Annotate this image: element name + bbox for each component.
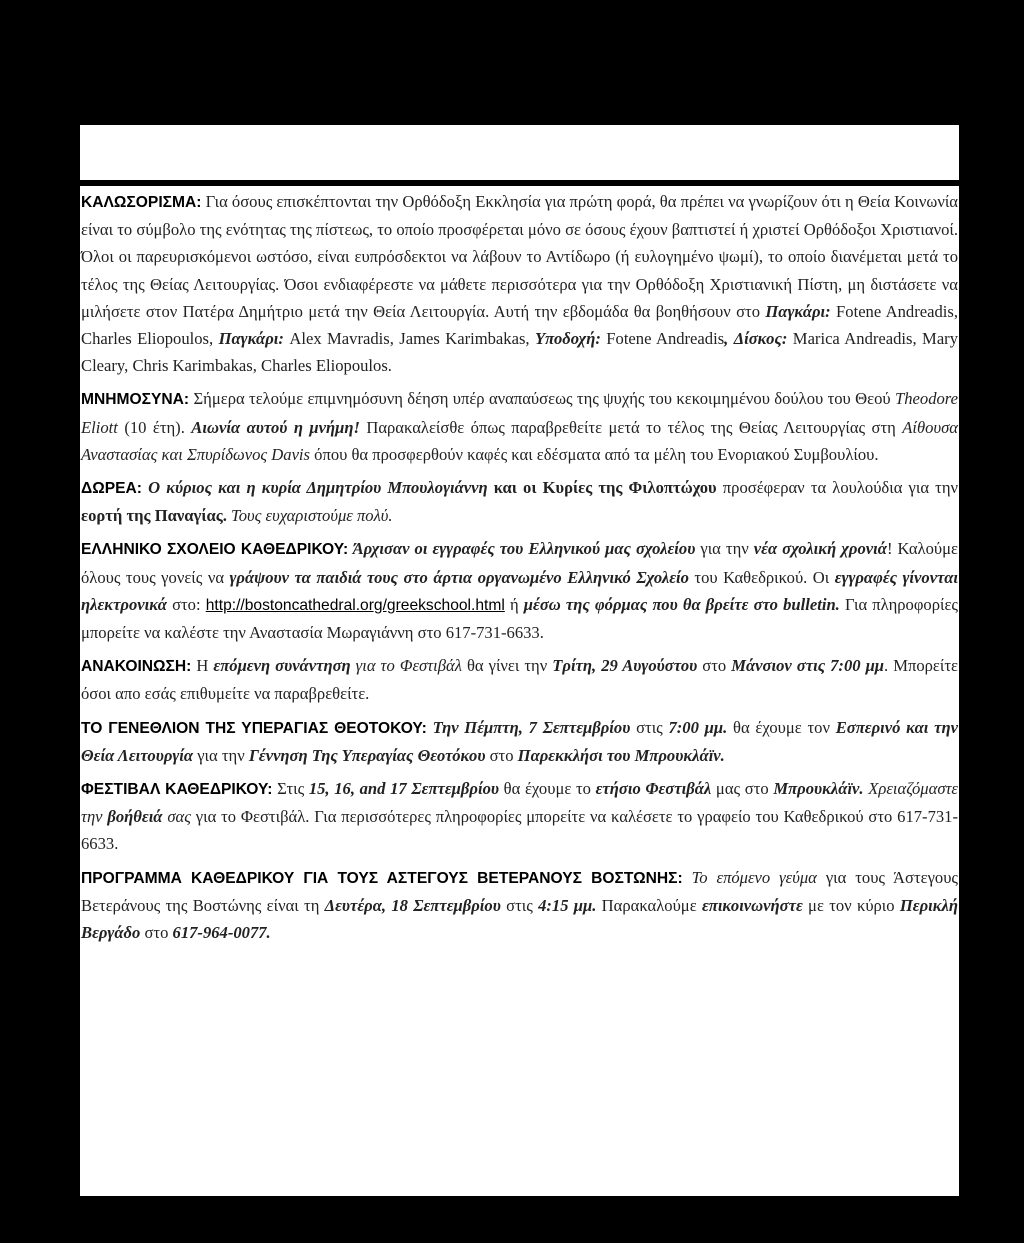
greek-school-section: ΕΛΛΗΝΙΚΟ ΣΧΟΛΕΙΟ ΚΑΘΕΔΡΙΚΟΥ: Άρχισαν οι εγγραφές του Ελληνικού μας σχολείου για την νέα σχολική χρονιά! Καλούμε όλους τους γονείς να γράψουν τα παιδιά τους στο άρτια οργανωμένο Ελληνικό Σχολείο του Καθεδρικού. Οι εγγραφές γίνονται ηλεκτρονικά στο: http://bostoncathedral.org/greekschool.html ή μέσω της φόρμας που θα βρείτε στο bulletin. Για πληροφορίες μπορείτε να καλέστε την Αναστασία Μωραγιάννη στο 617-731-6633. [81,539,958,643]
veterans-section: ΠΡΟΓΡΑΜΜΑ ΚΑΘΕΔΡΙΚΟΥ ΓΙΑ ΤΟΥΣ ΑΣΤΕΓΟΥΣ ΒΕΤΕΡΑΝΟΥΣ ΒΟΣΤΩΝΗΣ: Το επόμενο γεύμα για τους Άστεγους Βετεράνους της Βοστώνης είναι τη Δευτέρα, 18 Σεπτεμβρίου στις 4:15 μμ. Παρακαλούμε επικοινωνήστε με τον κύριο Περικλή Βεργάδο στο 617-964-0077. [81,867,958,943]
festival-section: ΦΕΣΤΙΒΑΛ ΚΑΘΕΔΡΙΚΟΥ: Στις 15, 16, and 17 Σεπτεμβρίου θα έχουμε το ετήσιο Φεστιβάλ μας στο Μπρουκλάϊν. Χρειαζόμαστε την βοήθειά σας για το Φεστιβάλ. Για περισσότερες πληροφορίες μπορείτε να καλέσετε το γραφείο του Καθεδρικού στο 617-731-6633. [81,779,958,854]
announcement-heading: ΑΝΑΚΟΙΝΩΣΗ: [81,658,192,676]
veterans-heading: ΠΡΟΓΡΑΜΜΑ ΚΑΘΕΔΡΙΚΟΥ ΓΙΑ ΤΟΥΣ ΑΣΤΕΓΟΥΣ ΒΕΤΕΡΑΝΟΥΣ ΒΟΣΤΩΝΗΣ: [81,869,683,887]
donation-heading: ΔΩΡΕΑ: [81,480,142,498]
welcome-heading: ΚΑΛΩΣΟΡΙΣΜΑ: [81,194,202,211]
welcome-section: ΚΑΛΩΣΟΡΙΣΜΑ: Για όσους επισκέπτονται την Ορθόδοξη Εκκλησία για πρώτη φορά, θα πρέπει να γνωρίζουν ότι η Θεία Κοινωνία είναι το σύμβολο της ενότητας της πίστεως, το οποίο προσφέρεται μόνο σε όσους έχουν βαπτιστεί ή χριστεί Ορθόδοξοι Χριστιανοί. Όλοι οι παρευρισκόμενοι ωστόσο, είναι ευπρόσδεκτοι να λάβουν το Αντίδωρο (ή ευλογημένο ψωμί), το οποίο διανέμεται μετά το τέλος της Θείας Λειτουργίας. Όσοι ενδιαφέρεστε να μάθετε περισσότερα για την Ορθόδοξη Χριστιανική Πίστη, μη διστάσετε να μιλήσετε στον Πατέρα Δημήτριο μετά την Θεία Λειτουργία. Αυτή την εβδομάδα θα βοηθήσουν στο Παγκάρι: Fotene Andreadis, Charles Eliopoulos, Παγκάρι: Alex Mavradis, James Karimbakas, Υποδοχή: Fotene Andreadis, Δίσκος: Marica Andreadis, Mary Cleary, Chris Karimbakas, Charles Eliopoulos. [81,192,959,376]
nativity-heading: ΤΟ ΓΕΝΕΘΛΙΟΝ ΤΗΣ ΥΠΕΡΑΓΙΑΣ ΘΕΟΤΟΚΟΥ: [81,719,427,737]
announcement-section: ΑΝΑΚΟΙΝΩΣΗ: Η επόμενη συνάντηση για το Φεστιβάλ θα γίνει την Τρίτη, 29 Αυγούστου στο Μάνσιον στις 7:00 μμ. Μπορείτε όσοι απο εσάς επιθυμείτε να παραβρεθείτε. [81,656,959,704]
header-bar [80,125,959,180]
memorial-heading: ΜΝΗΜΟΣΥΝΑ: [81,391,190,409]
greek-school-link[interactable]: http://bostoncathedral.org/greekschool.html [205,596,505,614]
memorial-section: ΜΝΗΜΟΣΥΝΑ: Σήμερα τελούμε επιμνημόσυνη δέηση υπέρ αναπαύσεως της ψυχής του κεκοιμημένου δούλου του Θεού Theodore Eliott (10 έτη). Αιωνία αυτού η μνήμη! Παρακαλείσθε όπως παραβρεθείτε μετά το τέλος της Θείας Λειτουργίας στη Αίθουσα Αναστασίας και Σπυρίδωνος Davis όπου θα προσφερθούν καφές και εδέσματα από τα μέλη του Ενοριακού Συμβουλίου. [81,389,958,464]
greek-school-heading: ΕΛΛΗΝΙΚΟ ΣΧΟΛΕΙΟ ΚΑΘΕΔΡΙΚΟΥ: [81,541,349,559]
bulletin-content [80,186,959,1196]
nativity-section: ΤΟ ΓΕΝΕΘΛΙΟΝ ΤΗΣ ΥΠΕΡΑΓΙΑΣ ΘΕΟΤΟΚΟΥ: Την Πέμπτη, 7 Σεπτεμβρίου στις 7:00 μμ. θα έχουμε τον Εσπερινό και την Θεία Λειτουργία για την Γέννηση Της Υπεραγίας Θεοτόκου στο Παρεκκλήσι του Μπρουκλάϊν. [81,717,958,765]
donation-section: ΔΩΡΕΑ: Ο κύριος και η κυρία Δημητρίου Μπουλογιάννη και οι Κυρίες της Φιλοπτώχου προσέφεραν τα λουλούδια για την εορτή της Παναγίας. Τους ευχαριστούμε πολύ. [81,478,958,526]
festival-heading: ΦΕΣΤΙΒΑΛ ΚΑΘΕΔΡΙΚΟΥ: [81,781,273,799]
